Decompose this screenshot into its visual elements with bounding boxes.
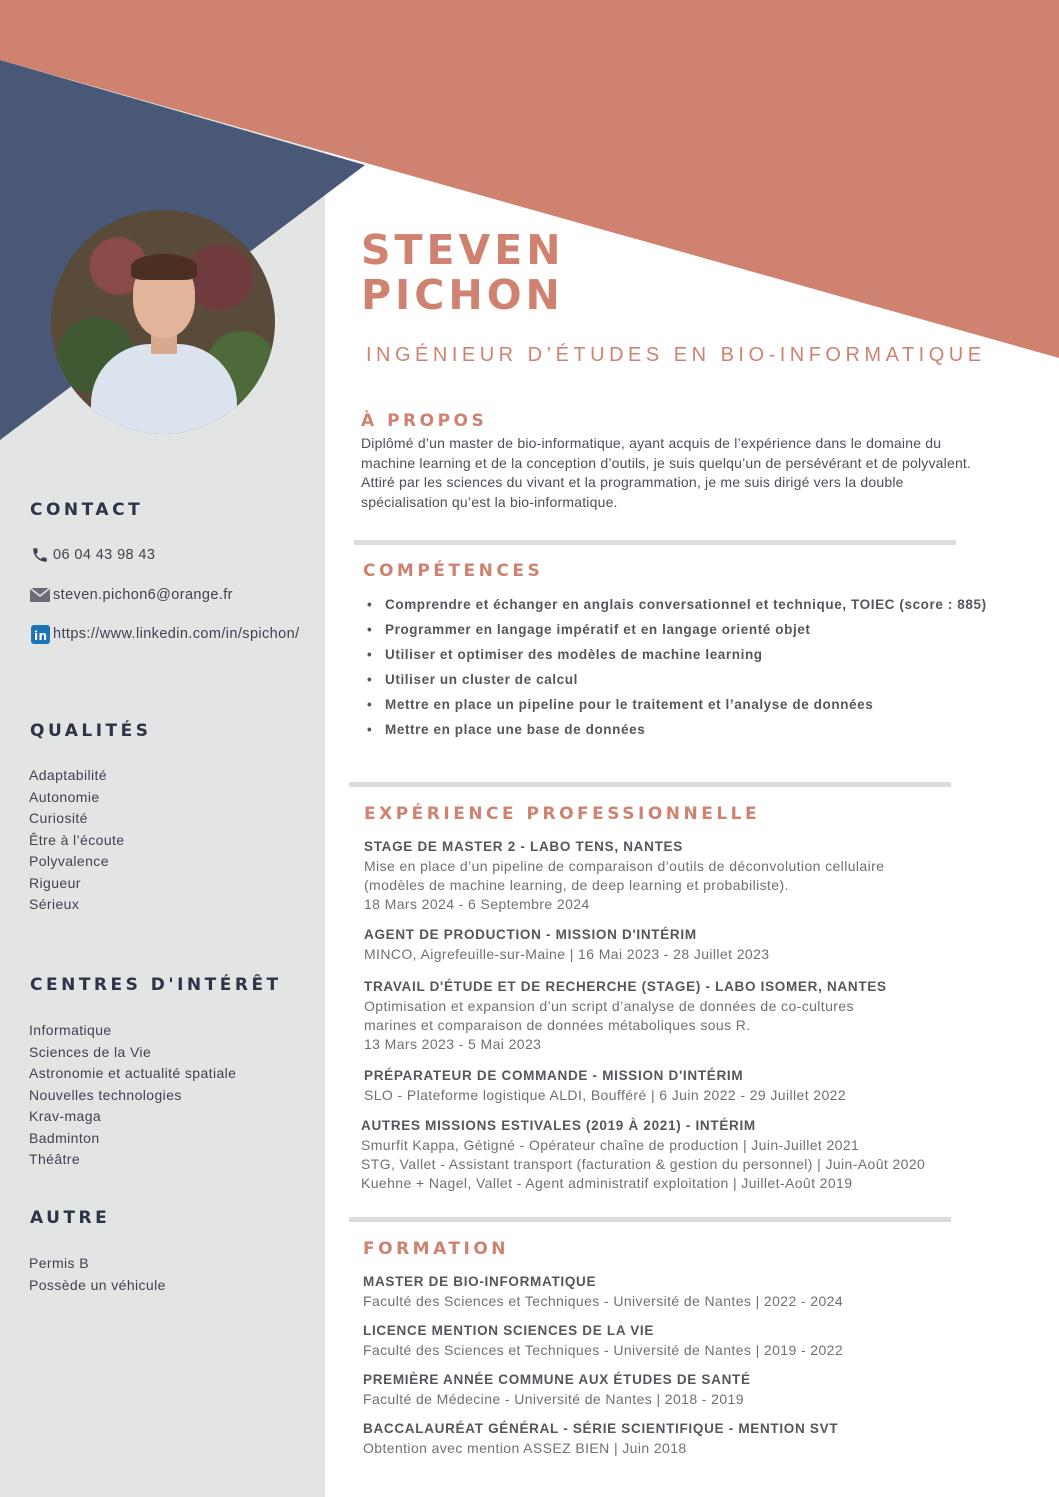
entry-title: BACCALAURÉAT GÉNÉRAL - SÉRIE SCIENTIFIQUE - MENTION SVT (363, 1421, 839, 1436)
formation-entry (363, 1419, 1043, 1458)
entry-title: STAGE DE MASTER 2 - LABO TENS, NANTES (364, 839, 683, 854)
entry-line: SLO - Plateforme logistique ALDI, Boufféré | 6 Juin 2022 - 29 Juillet 2022 (364, 1086, 847, 1103)
entry-line: Faculté de Médecine - Université de Nantes | 2018 - 2019 (363, 1390, 744, 1407)
formation-entry (363, 1321, 1043, 1360)
experience-entry (364, 1066, 1044, 1105)
contact-linkedin[interactable] (30, 624, 300, 644)
experience-entry (361, 1116, 1041, 1193)
experience-entry (364, 925, 1044, 964)
profile-photo (51, 210, 275, 434)
list-item: Polyvalence (29, 853, 109, 869)
linkedin-link[interactable]: https://www.linkedin.com/in/spichon/ (53, 626, 300, 642)
entry-title: AUTRES MISSIONS ESTIVALES (2019 À 2021) - INTÉRIM (361, 1118, 756, 1133)
contact-email[interactable] (30, 585, 233, 605)
autre-list (29, 1253, 166, 1296)
entry-line: STG, Vallet - Assistant transport (facturation & gestion du personnel) | Juin-Août 2020 (361, 1155, 926, 1172)
entry-line: Kuehne + Nagel, Vallet - Agent administratif exploitation | Juillet-Août 2019 (361, 1175, 853, 1192)
entry-line: marines et comparaison de données métaboliques sous R. (364, 1016, 751, 1033)
svg-text:in: in (33, 628, 47, 643)
job-title: INGÉNIEUR D’ÉTUDES EN BIO-INFORMATIQUE (366, 344, 986, 366)
linkedin-icon (30, 624, 50, 644)
last-name: PICHON (361, 271, 564, 319)
entry-title: MASTER DE BIO-INFORMATIQUE (363, 1274, 597, 1289)
list-item: • Mettre en place un pipeline pour le traitement et l’analyse de données (367, 694, 987, 719)
list-item: • Utiliser et optimiser des modèles de machine learning (367, 644, 987, 669)
entry-title: AGENT DE PRODUCTION - MISSION D'INTÉRIM (364, 927, 697, 942)
entry-line: Faculté des Sciences et Techniques - Université de Nantes | 2022 - 2024 (363, 1292, 844, 1309)
list-item: • Utiliser un cluster de calcul (367, 669, 987, 694)
list-item: Adaptabilité (29, 767, 107, 783)
formation-heading: FORMATION (363, 1239, 510, 1259)
phone-icon (30, 545, 50, 565)
email-link[interactable]: steven.pichon6@orange.fr (53, 587, 233, 603)
list-item: Rigueur (29, 874, 81, 891)
skills-list (367, 594, 987, 744)
entry-title: TRAVAIL D'ÉTUDE ET DE RECHERCHE (STAGE) - LABO ISOMER, NANTES (364, 979, 887, 994)
skills-heading: COMPÉTENCES (363, 561, 544, 581)
list-item: • Comprendre et échanger en anglais conversationnel et technique, TOIEC (score : 885) (367, 594, 987, 619)
contact-phone (30, 545, 155, 565)
formation-entry (363, 1272, 1043, 1311)
entry-line: Optimisation et expansion d’un script d’analyse de données de co-cultures (364, 997, 854, 1014)
list-item: • Programmer en langage impératif et en langage orienté objet (367, 619, 987, 644)
mail-icon (30, 585, 50, 605)
qualites-heading: QUALITÉS (30, 721, 152, 741)
section-divider (349, 1217, 951, 1222)
qualites-list (29, 765, 125, 916)
list-item: Badminton (29, 1129, 100, 1146)
list-item: Astronomie et actualité spatiale (29, 1065, 237, 1081)
entry-line: 18 Mars 2024 - 6 Septembre 2024 (364, 896, 590, 913)
full-name (361, 228, 565, 318)
list-item: Théâtre (29, 1151, 81, 1167)
autre-heading: AUTRE (30, 1208, 111, 1228)
entry-line: 13 Mars 2023 - 5 Mai 2023 (364, 1036, 542, 1053)
entry-line: MINCO, Aigrefeuille-sur-Maine | 16 Mai 2023 - 28 Juillet 2023 (364, 945, 770, 962)
list-item: Informatique (29, 1022, 112, 1038)
section-divider (349, 782, 951, 787)
entry-line: Faculté des Sciences et Techniques - Université de Nantes | 2019 - 2022 (363, 1341, 844, 1358)
entry-title: PRÉPARATEUR DE COMMANDE - MISSION D'INTÉRIM (364, 1068, 744, 1083)
list-item: Sciences de la Vie (29, 1043, 152, 1060)
list-item: Permis B (29, 1255, 89, 1271)
entry-title: LICENCE MENTION SCIENCES DE LA VIE (363, 1323, 655, 1338)
phone-number: 06 04 43 98 43 (53, 547, 156, 563)
list-item: Sérieux (29, 896, 80, 912)
formation-entry (363, 1370, 1043, 1409)
entry-line: Smurfit Kappa, Gétigné - Opérateur chaîne de production | Juin-Juillet 2021 (361, 1136, 860, 1153)
entry-line: (modèles de machine learning, de deep learning et probabiliste). (364, 876, 789, 893)
contact-heading: CONTACT (30, 500, 144, 520)
list-item: Nouvelles technologies (29, 1086, 182, 1103)
list-item: Krav-maga (29, 1108, 102, 1124)
about-text: Diplômé d’un master de bio-informatique, ayant acquis de l’expérience dans le domaine du machine learning et de la conception d’outils, je suis quelqu’un de persévérant et de polyvalent. Attiré par les sciences du vivant et la programmation, je me suis dirigé vers la double spécialisation qu’est la bio-informatique. (361, 435, 972, 510)
list-item: Autonomie (29, 788, 100, 805)
experience-heading: EXPÉRIENCE PROFESSIONNELLE (364, 804, 761, 824)
experience-entry (364, 837, 1044, 914)
first-name: STEVEN (361, 226, 565, 274)
entry-line: Obtention avec mention ASSEZ BIEN | Juin 2018 (363, 1439, 687, 1456)
section-divider (354, 540, 956, 545)
experience-entry (364, 977, 1044, 1054)
list-item: • Mettre en place une base de données (367, 719, 987, 744)
about-heading: À PROPOS (361, 411, 488, 431)
list-item: Curiosité (29, 810, 88, 826)
list-item: Être à l’écoute (29, 831, 125, 848)
entry-line: Mise en place d’un pipeline de comparaison d’outils de déconvolution cellulaire (364, 857, 885, 874)
list-item: Possède un véhicule (29, 1276, 166, 1293)
entry-title: PREMIÈRE ANNÉE COMMUNE AUX ÉTUDES DE SANTÉ (363, 1372, 751, 1387)
interets-heading: CENTRES D'INTÉRÊT (30, 975, 282, 995)
interets-list (29, 1020, 236, 1171)
